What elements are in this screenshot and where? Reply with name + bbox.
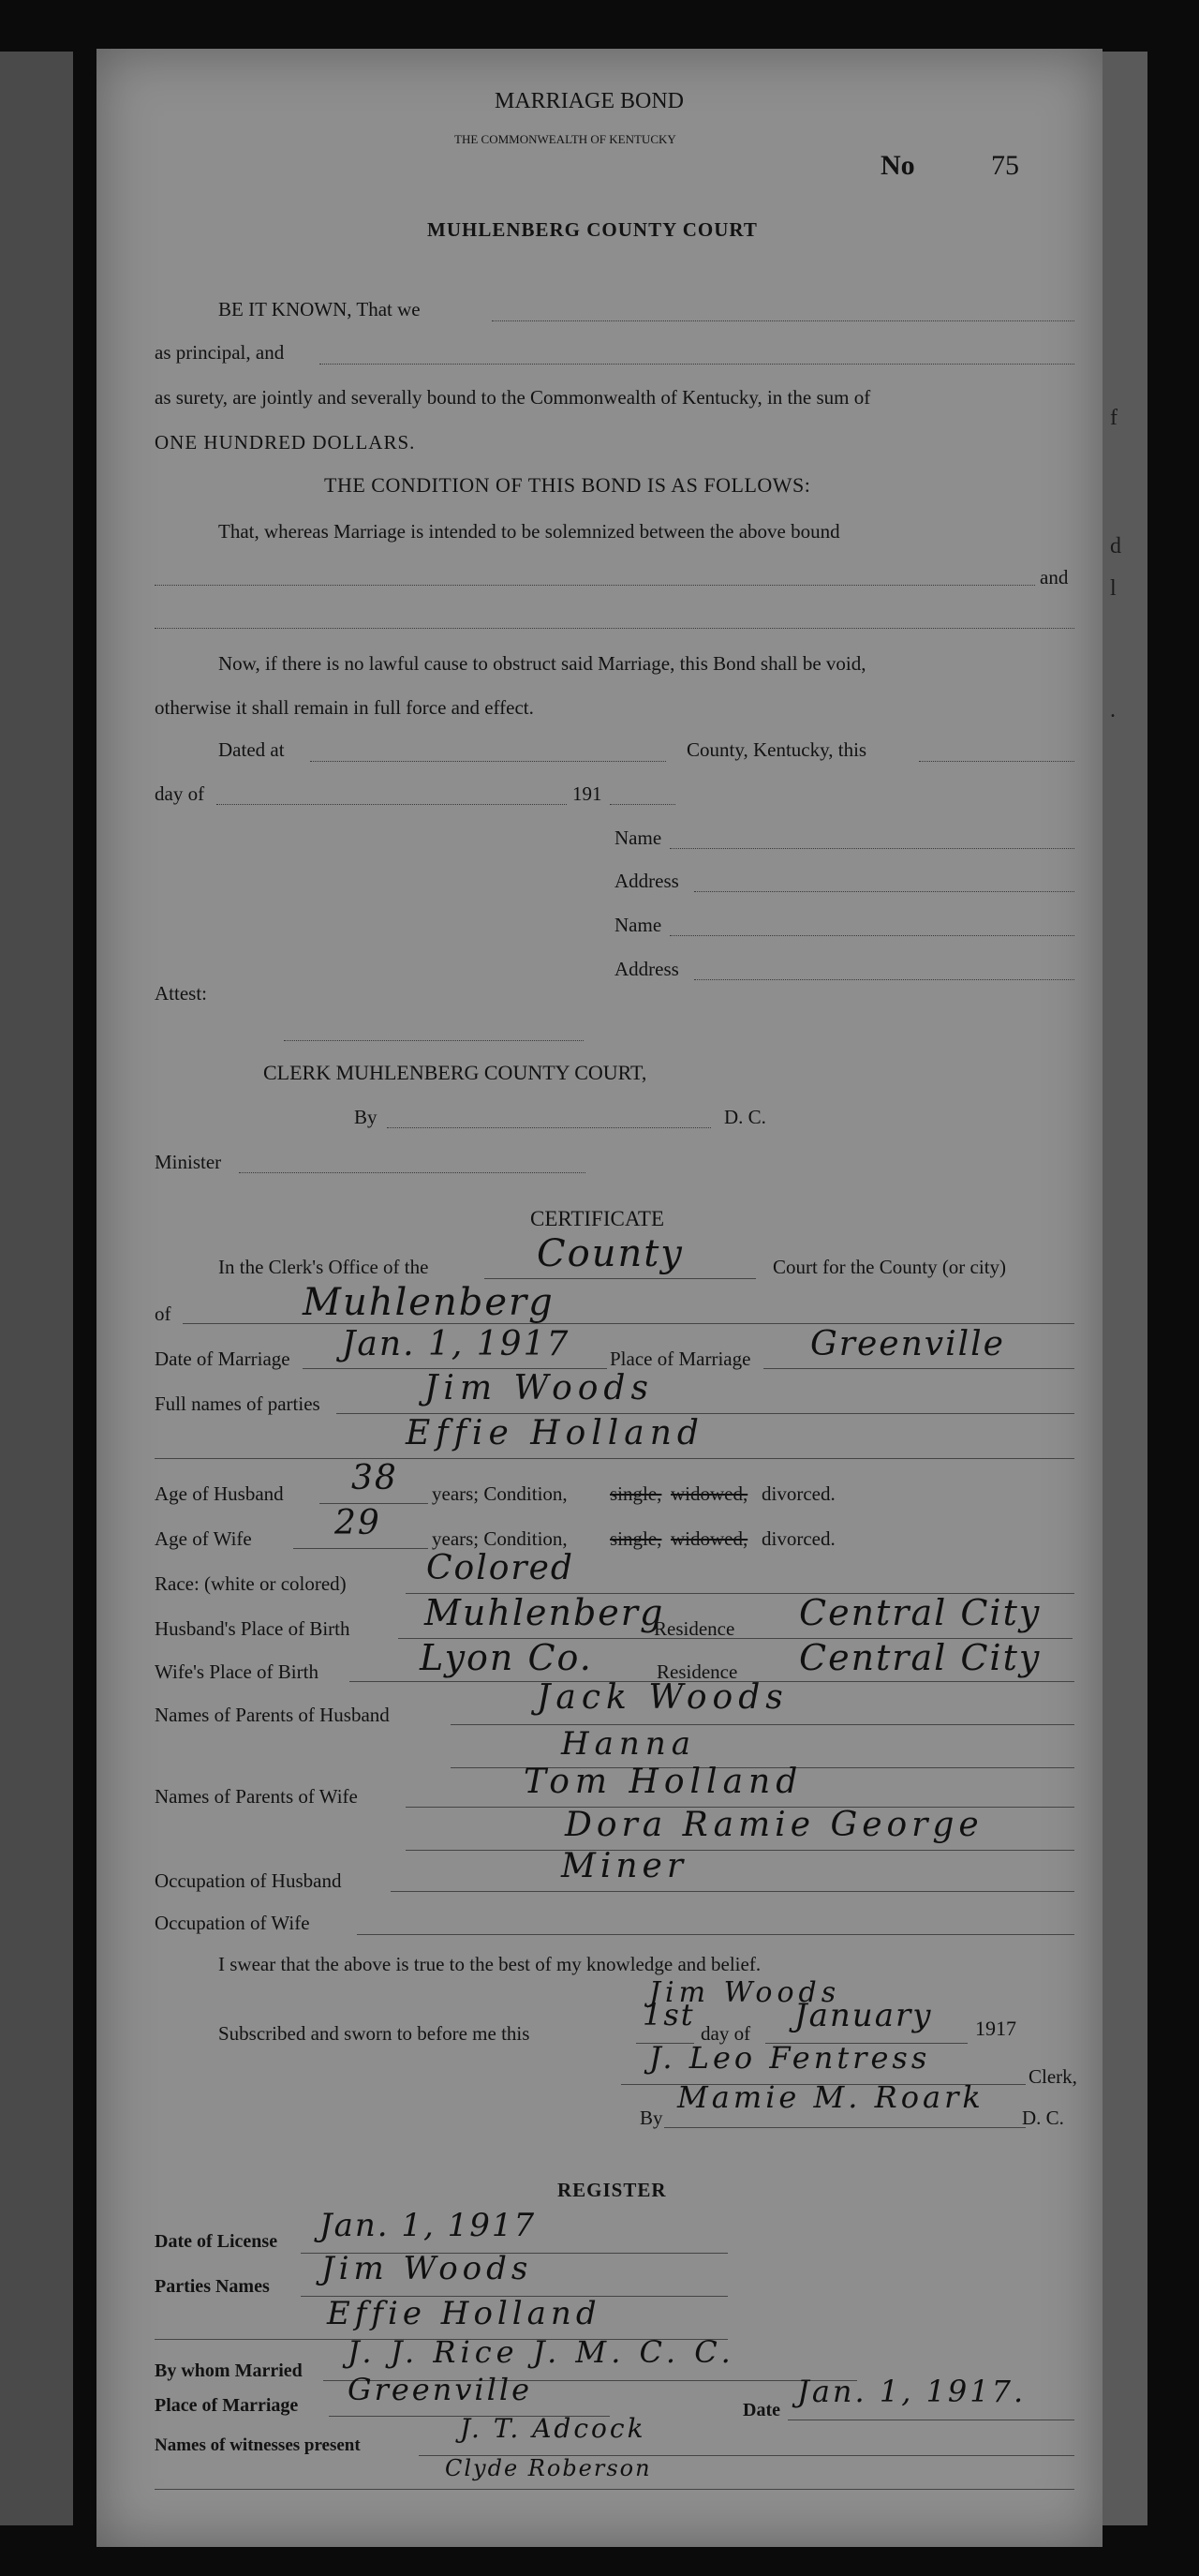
widowed-option: widowed, xyxy=(671,1527,748,1550)
occupation-husband-value: Miner xyxy=(561,1847,688,1885)
be-it-known-text: BE IT KNOWN, That we xyxy=(218,298,421,320)
by-whom-married-label: By whom Married xyxy=(155,2360,303,2381)
clerk-heading: CLERK MUHLENBERG COUNTY COURT, xyxy=(263,1061,647,1084)
wife-father-name: Tom Holland xyxy=(524,1763,804,1801)
and-text: and xyxy=(1040,566,1069,588)
swear-signature: Jim Woods xyxy=(649,1976,841,2009)
document-title: MARRIAGE BOND xyxy=(495,89,685,113)
husband-residence-label: Residence xyxy=(654,1617,735,1640)
age-husband-value: 38 xyxy=(351,1459,398,1497)
bond-amount: ONE HUNDRED DOLLARS. xyxy=(155,431,416,454)
husband-mother-name: Hanna xyxy=(561,1725,696,1763)
marriage-bond-document xyxy=(96,49,1103,2547)
county-handwritten: County xyxy=(537,1232,684,1275)
of-label: of xyxy=(155,1303,171,1325)
register-place-label: Place of Marriage xyxy=(155,2395,299,2416)
date-of-license-label: Date of License xyxy=(155,2231,278,2252)
age-husband-label: Age of Husband xyxy=(155,1482,284,1505)
swear-text: I swear that the above is true to the best of my knowledge and belief. xyxy=(218,1953,762,1975)
age-wife-label: Age of Wife xyxy=(155,1527,252,1550)
day-of-label: day of xyxy=(155,782,205,805)
county-name-handwritten: Muhlenberg xyxy=(303,1281,555,1324)
bond-number-label: No xyxy=(881,150,915,181)
dc-label: D. C. xyxy=(1022,2107,1064,2129)
occupation-wife-label: Occupation of Wife xyxy=(155,1912,310,1934)
full-force-text: otherwise it shall remain in full force and effect. xyxy=(155,696,534,719)
clerk-label: Clerk, xyxy=(1029,2065,1077,2088)
condition-text: years; Condition, xyxy=(432,1527,568,1550)
certificate-heading: CERTIFICATE xyxy=(530,1207,665,1230)
place-of-marriage-label: Place of Marriage xyxy=(610,1348,751,1370)
dc-label: D. C. xyxy=(724,1106,766,1128)
address-label-1: Address xyxy=(614,870,679,892)
officiant-value: J. J. Rice J. M. C. C. xyxy=(348,2334,735,2370)
full-names-label: Full names of parties xyxy=(155,1392,320,1415)
age-wife-value: 29 xyxy=(334,1504,381,1542)
date-of-marriage-label: Date of Marriage xyxy=(155,1348,290,1370)
name-label-1: Name xyxy=(614,826,662,849)
register-heading: REGISTER xyxy=(557,2179,667,2201)
adjacent-page-left xyxy=(0,52,73,2525)
race-value: Colored xyxy=(426,1549,574,1587)
party-2-name: Effie Holland xyxy=(406,1414,704,1452)
single-option: single, xyxy=(610,1527,662,1550)
deputy-clerk-signature: Mamie M. Roark xyxy=(677,2079,984,2115)
day-of-label: day of xyxy=(701,2022,751,2045)
husband-residence-value: Central City xyxy=(799,1592,1042,1633)
condition-text: years; Condition, xyxy=(432,1482,568,1505)
witnesses-label: Names of witnesses present xyxy=(155,2435,361,2455)
subscribed-month-value: January xyxy=(794,1997,933,2034)
wife-birthplace-label: Wife's Place of Birth xyxy=(155,1660,318,1683)
clerk-office-label: In the Clerk's Office of the xyxy=(218,1256,429,1278)
parents-husband-label: Names of Parents of Husband xyxy=(155,1704,390,1726)
edge-char: d xyxy=(1110,534,1121,558)
dated-at-label: Dated at xyxy=(218,738,285,761)
by-label: By xyxy=(640,2107,663,2129)
register-date-label: Date xyxy=(743,2400,780,2420)
attest-label: Attest: xyxy=(155,982,207,1005)
edge-char: . xyxy=(1110,698,1116,722)
husband-father-name: Jack Woods xyxy=(537,1678,789,1717)
witness-2-name: Clyde Roberson xyxy=(445,2455,652,2481)
divorced-option: divorced. xyxy=(762,1527,836,1550)
surety-text: as surety, are jointly and severally bound to the Commonwealth of Kentucky, in the sum of xyxy=(155,386,871,409)
edge-char: l xyxy=(1110,576,1117,601)
court-for-county-text: Court for the County (or city) xyxy=(773,1256,1007,1278)
subscribed-text: Subscribed and sworn to before me this xyxy=(218,2022,530,2045)
year-prefix: 191 xyxy=(572,782,602,805)
parents-wife-label: Names of Parents of Wife xyxy=(155,1785,358,1808)
wife-residence-label: Residence xyxy=(657,1660,738,1683)
husband-birthplace-label: Husband's Place of Birth xyxy=(155,1617,350,1640)
date-of-license-value: Jan. 1, 1917 xyxy=(319,2207,537,2244)
register-party-1: Jim Woods xyxy=(321,2250,533,2287)
register-date-value: Jan. 1, 1917. xyxy=(797,2374,1027,2409)
address-label-2: Address xyxy=(614,958,679,980)
date-of-marriage-value: Jan. 1, 1917 xyxy=(342,1325,570,1363)
name-label-2: Name xyxy=(614,914,662,936)
register-party-2: Effie Holland xyxy=(327,2295,601,2332)
register-place-value: Greenville xyxy=(348,2372,533,2407)
wife-residence-value: Central City xyxy=(799,1637,1042,1678)
place-of-marriage-value: Greenville xyxy=(810,1325,1005,1363)
husband-birthplace-value: Muhlenberg xyxy=(424,1592,665,1633)
widowed-option: widowed, xyxy=(671,1482,748,1505)
court-name: MUHLENBERG COUNTY COURT xyxy=(427,218,758,241)
principal-text: as principal, and xyxy=(155,341,285,364)
party-1-name: Jim Woods xyxy=(424,1369,654,1407)
minister-label: Minister xyxy=(155,1151,222,1173)
wife-mother-name: Dora Ramie George xyxy=(565,1806,984,1844)
wife-birthplace-value: Lyon Co. xyxy=(420,1637,593,1678)
edge-char: f xyxy=(1110,406,1118,430)
bond-number: 75 xyxy=(991,150,1019,181)
condition-heading: THE CONDITION OF THIS BOND IS AS FOLLOWS: xyxy=(324,473,811,497)
witness-1-name: J. T. Adcock xyxy=(460,2413,646,2444)
subscribed-day-value: 1st xyxy=(643,1997,695,2033)
whereas-text: That, whereas Marriage is intended to be solemnized between the above bound xyxy=(218,520,840,543)
by-label: By xyxy=(354,1106,377,1128)
single-option: single, xyxy=(610,1482,662,1505)
divorced-option: divorced. xyxy=(762,1482,836,1505)
adjacent-page-right xyxy=(1103,52,1147,2525)
subscribed-year: 1917 xyxy=(975,2017,1016,2040)
document-subtitle: THE COMMONWEALTH OF KENTUCKY xyxy=(454,132,676,146)
clerk-signature: J. Leo Fentress xyxy=(649,2040,931,2076)
parties-names-label: Parties Names xyxy=(155,2276,270,2297)
lawful-cause-text: Now, if there is no lawful cause to obstruct said Marriage, this Bond shall be void, xyxy=(218,652,866,675)
race-label: Race: (white or colored) xyxy=(155,1572,347,1595)
county-kentucky-text: County, Kentucky, this xyxy=(687,738,867,761)
occupation-husband-label: Occupation of Husband xyxy=(155,1869,342,1892)
